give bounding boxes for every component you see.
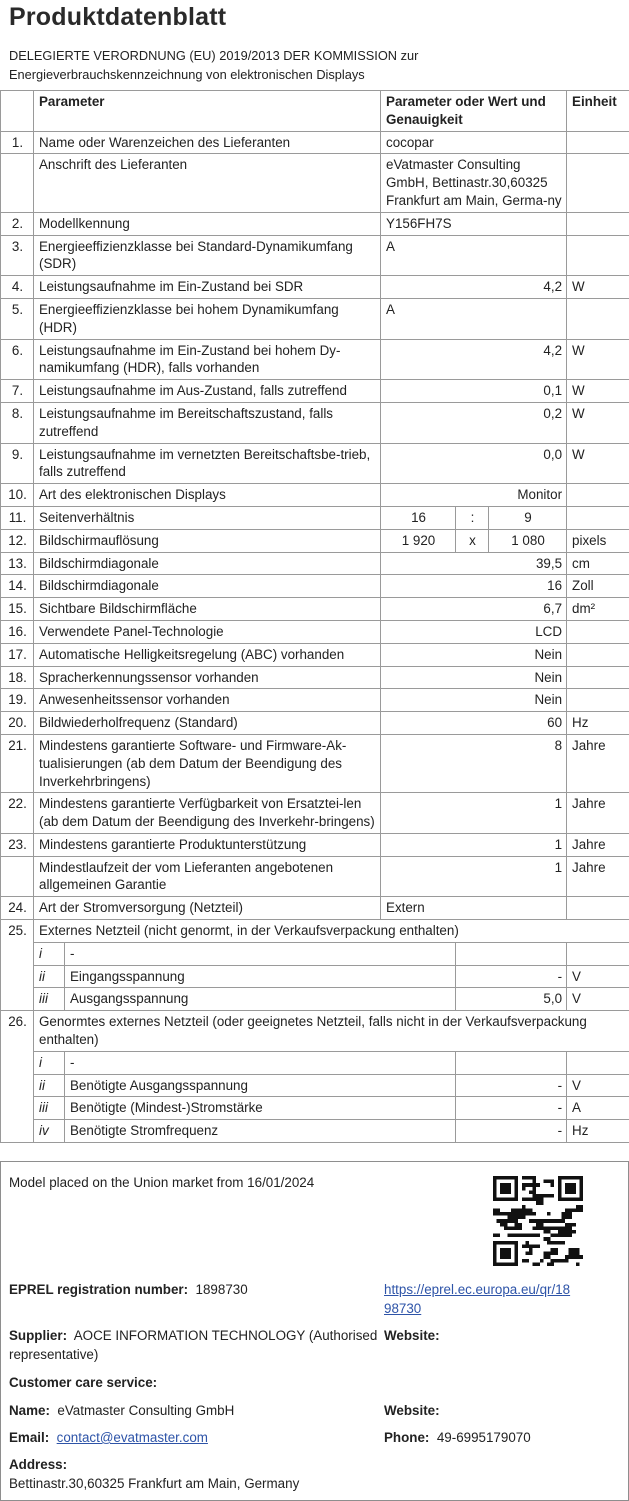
- sub-row-index: iii: [34, 988, 65, 1011]
- row-number: 26.: [1, 1011, 34, 1143]
- table-row: [1, 276, 629, 299]
- header-parameter: Parameter: [34, 91, 381, 132]
- care-phone: Phone: 49-6995179070: [384, 1428, 531, 1447]
- sub-row-value: -: [456, 1097, 567, 1120]
- sub-row-unit: [567, 1051, 629, 1074]
- table-header-row: [1, 91, 629, 132]
- sub-row-unit: [567, 942, 629, 965]
- row-unit: dm²: [567, 598, 629, 621]
- sub-row-value: -: [456, 1074, 567, 1097]
- sub-row-index: i: [34, 942, 65, 965]
- row-number: [1, 856, 34, 897]
- row-value: Nein: [381, 666, 567, 689]
- table-row: [1, 666, 629, 689]
- row-parameter: Leistungsaufnahme im Ein-Zustand bei hohem Dy-namikumfang (HDR), falls vorhanden: [34, 339, 381, 380]
- table-row: [1, 643, 629, 666]
- row-value: 6,7: [381, 598, 567, 621]
- row-number: 6.: [1, 339, 34, 380]
- row-value-a: 16: [381, 506, 456, 529]
- row-parameter: Energieeffizienzklasse bei hohem Dynamikumfang (HDR): [34, 298, 381, 339]
- row-parameter: Anschrift des Lieferanten: [34, 154, 381, 212]
- row-value: 4,2: [381, 276, 567, 299]
- row-number: 12.: [1, 529, 34, 552]
- row-value: 0,1: [381, 380, 567, 403]
- sub-row: [1, 1074, 629, 1097]
- row-number: 16.: [1, 620, 34, 643]
- row-parameter: Genormtes externes Netzteil (oder geeignetes Netzteil, falls nicht in der Verkaufsverpackung enthalten): [34, 1011, 629, 1052]
- row-parameter: Bildschirmauflösung: [34, 529, 381, 552]
- sub-row-index: iii: [34, 1097, 65, 1120]
- sub-row-parameter: Benötigte Stromfrequenz: [65, 1120, 456, 1143]
- row-parameter: Bildwiederholfrequenz (Standard): [34, 712, 381, 735]
- row-parameter: Leistungsaufnahme im Ein-Zustand bei SDR: [34, 276, 381, 299]
- table-row: [1, 920, 629, 943]
- row-value: Monitor: [381, 484, 567, 507]
- table-row: [1, 734, 629, 792]
- supplier: [9, 1326, 379, 1364]
- sub-row: [1, 942, 629, 965]
- row-value: 60: [381, 712, 567, 735]
- row-value: Extern: [381, 897, 567, 920]
- table-row: [1, 154, 629, 212]
- care-website: Website:: [384, 1401, 440, 1420]
- row-separator: :: [456, 506, 489, 529]
- row-unit: W: [567, 402, 629, 443]
- row-value: cocopar: [381, 131, 567, 154]
- sub-row-unit: V: [567, 1074, 629, 1097]
- row-value: eVatmaster Consulting GmbH, Bettinastr.30,60325 Frankfurt am Main, Germa-ny: [381, 154, 567, 212]
- sub-row-unit: V: [567, 988, 629, 1011]
- row-number: [1, 154, 34, 212]
- sub-row-value: -: [456, 965, 567, 988]
- table-row: [1, 529, 629, 552]
- customer-care-heading: Customer care service:: [9, 1373, 157, 1392]
- row-parameter: Mindestens garantierte Verfügbarkeit von Ersatztei-len (ab dem Datum der Beendigung des Inverkehr-bringens): [34, 793, 381, 834]
- sub-row-parameter: Benötigte Ausgangsspannung: [65, 1074, 456, 1097]
- row-parameter: Sichtbare Bildschirmfläche: [34, 598, 381, 621]
- row-unit: [567, 666, 629, 689]
- regulation-subtitle: [9, 46, 418, 84]
- table-row: [1, 380, 629, 403]
- row-unit: Jahre: [567, 856, 629, 897]
- row-value-b: 1 080: [489, 529, 567, 552]
- sub-row-unit: Hz: [567, 1120, 629, 1143]
- row-unit: Hz: [567, 712, 629, 735]
- row-unit: cm: [567, 552, 629, 575]
- care-name: Name: eVatmaster Consulting GmbH: [9, 1401, 234, 1420]
- row-value: 1: [381, 793, 567, 834]
- row-number: 21.: [1, 734, 34, 792]
- eprel-label: EPREL registration number:: [9, 1282, 188, 1297]
- table-row: [1, 598, 629, 621]
- row-parameter: Bildschirmdiagonale: [34, 575, 381, 598]
- row-number: 2.: [1, 212, 34, 235]
- row-unit: W: [567, 276, 629, 299]
- table-row: [1, 212, 629, 235]
- sub-row-parameter: -: [65, 1051, 456, 1074]
- sub-row-unit: A: [567, 1097, 629, 1120]
- header-unit: Einheit: [567, 91, 629, 132]
- row-number: 11.: [1, 506, 34, 529]
- row-parameter: Verwendete Panel-Technologie: [34, 620, 381, 643]
- row-number: 25.: [1, 920, 34, 1011]
- care-email: Email: contact@evatmaster.com: [9, 1428, 208, 1447]
- row-number: 8.: [1, 402, 34, 443]
- row-value: Nein: [381, 689, 567, 712]
- table-row: [1, 712, 629, 735]
- table-row: [1, 443, 629, 484]
- row-unit: [567, 897, 629, 920]
- row-value: 8: [381, 734, 567, 792]
- care-address: Address: Bettinastr.30,60325 Frankfurt am Main, Germany: [9, 1455, 299, 1493]
- table-row: [1, 1011, 629, 1052]
- row-value: 4,2: [381, 339, 567, 380]
- row-parameter: Mindestens garantierte Produktunterstützung: [34, 833, 381, 856]
- sub-row-value: [456, 942, 567, 965]
- sub-row: [1, 1097, 629, 1120]
- email-link[interactable]: contact@evatmaster.com: [57, 1430, 208, 1445]
- sub-row-value: [456, 1051, 567, 1074]
- row-parameter: Spracherkennungssensor vorhanden: [34, 666, 381, 689]
- row-unit: [567, 620, 629, 643]
- sub-row-value: -: [456, 1120, 567, 1143]
- header-value: Parameter oder Wert und Genauigkeit: [381, 91, 567, 132]
- row-unit: W: [567, 443, 629, 484]
- row-value: 1: [381, 856, 567, 897]
- row-number: 7.: [1, 380, 34, 403]
- supplier-website: Website:: [384, 1326, 440, 1345]
- row-value: 0,0: [381, 443, 567, 484]
- row-parameter: Art des elektronischen Displays: [34, 484, 381, 507]
- sub-row: [1, 965, 629, 988]
- row-parameter: Modellkennung: [34, 212, 381, 235]
- row-number: 13.: [1, 552, 34, 575]
- row-value: 0,2: [381, 402, 567, 443]
- row-unit: W: [567, 380, 629, 403]
- row-value: Nein: [381, 643, 567, 666]
- page-title: Produktdatenblatt: [9, 3, 226, 32]
- sub-row-index: ii: [34, 1074, 65, 1097]
- row-parameter: Seitenverhältnis: [34, 506, 381, 529]
- row-value: LCD: [381, 620, 567, 643]
- table-row: [1, 833, 629, 856]
- row-number: 18.: [1, 666, 34, 689]
- table-row: [1, 484, 629, 507]
- row-value: 1: [381, 833, 567, 856]
- row-parameter: Automatische Helligkeitsregelung (ABC) vorhanden: [34, 643, 381, 666]
- row-unit: pixels: [567, 529, 629, 552]
- row-unit: Jahre: [567, 734, 629, 792]
- row-parameter: Mindestens garantierte Software- und Firmware-Ak-tualisierungen (ab dem Datum der Beendigung des Inverkehrbringens): [34, 734, 381, 792]
- table-row: [1, 897, 629, 920]
- row-unit: [567, 154, 629, 212]
- row-number: 9.: [1, 443, 34, 484]
- row-unit: [567, 643, 629, 666]
- table-row: [1, 235, 629, 276]
- table-row: [1, 131, 629, 154]
- table-row: [1, 620, 629, 643]
- row-value-b: 9: [489, 506, 567, 529]
- row-unit: [567, 506, 629, 529]
- subtitle-line-1: DELEGIERTE VERORDNUNG (EU) 2019/2013 DER KOMMISSION zur: [9, 46, 418, 65]
- row-unit: [567, 689, 629, 712]
- row-number: 23.: [1, 833, 34, 856]
- row-unit: [567, 484, 629, 507]
- row-unit: Jahre: [567, 793, 629, 834]
- sub-row-index: ii: [34, 965, 65, 988]
- row-number: 24.: [1, 897, 34, 920]
- eprel-row: [9, 1280, 248, 1299]
- subtitle-line-2: Energieverbrauchskennzeichnung von elektronischen Displays: [9, 65, 418, 84]
- supplier-value-1: AOCE INFORMATION TECHNOLOGY (Authorised: [74, 1328, 378, 1343]
- row-parameter: Leistungsaufnahme im Aus-Zustand, falls zutreffend: [34, 380, 381, 403]
- row-separator: x: [456, 529, 489, 552]
- row-parameter: Leistungsaufnahme im vernetzten Bereitschaftsbe-trieb, falls zutreffend: [34, 443, 381, 484]
- row-unit: W: [567, 339, 629, 380]
- table-row: [1, 298, 629, 339]
- table-row: [1, 506, 629, 529]
- row-unit: Jahre: [567, 833, 629, 856]
- sub-row-index: i: [34, 1051, 65, 1074]
- row-parameter: Name oder Warenzeichen des Lieferanten: [34, 131, 381, 154]
- sub-row: [1, 988, 629, 1011]
- row-parameter: Leistungsaufnahme im Bereitschaftszustand, falls zutreffend: [34, 402, 381, 443]
- row-number: 22.: [1, 793, 34, 834]
- market-date: Model placed on the Union market from 16/01/2024: [9, 1173, 314, 1192]
- row-unit: [567, 298, 629, 339]
- sub-row-value: 5,0: [456, 988, 567, 1011]
- row-value: 16: [381, 575, 567, 598]
- table-row: [1, 856, 629, 897]
- product-data-table: [0, 90, 629, 1143]
- row-value: Y156FH7S: [381, 212, 567, 235]
- table-row: [1, 575, 629, 598]
- sub-row-parameter: Eingangsspannung: [65, 965, 456, 988]
- row-parameter: Anwesenheitssensor vorhanden: [34, 689, 381, 712]
- table-row: [1, 552, 629, 575]
- qr-code[interactable]: [493, 1176, 583, 1266]
- row-parameter: Energieeffizienzklasse bei Standard-Dynamikumfang (SDR): [34, 235, 381, 276]
- eprel-link[interactable]: https://eprel.ec.europa.eu/qr/18 98730: [384, 1280, 570, 1318]
- row-value-a: 1 920: [381, 529, 456, 552]
- row-number: 20.: [1, 712, 34, 735]
- supplier-label: Supplier:: [9, 1328, 67, 1343]
- row-parameter: Bildschirmdiagonale: [34, 552, 381, 575]
- sub-row: [1, 1120, 629, 1143]
- row-value: 39,5: [381, 552, 567, 575]
- row-number: 10.: [1, 484, 34, 507]
- row-number: 15.: [1, 598, 34, 621]
- sub-row-parameter: Ausgangsspannung: [65, 988, 456, 1011]
- eprel-number: 1898730: [196, 1282, 248, 1297]
- row-value: A: [381, 235, 567, 276]
- table-row: [1, 689, 629, 712]
- row-value: A: [381, 298, 567, 339]
- row-parameter: Externes Netzteil (nicht genormt, in der Verkaufsverpackung enthalten): [34, 920, 629, 943]
- row-number: 3.: [1, 235, 34, 276]
- row-number: 19.: [1, 689, 34, 712]
- row-number: 17.: [1, 643, 34, 666]
- table-row: [1, 793, 629, 834]
- supplier-value-2: representative): [9, 1347, 98, 1362]
- row-unit: [567, 235, 629, 276]
- row-unit: [567, 212, 629, 235]
- row-parameter: Art der Stromversorgung (Netzteil): [34, 897, 381, 920]
- row-number: 14.: [1, 575, 34, 598]
- sub-row-unit: V: [567, 965, 629, 988]
- row-unit: Zoll: [567, 575, 629, 598]
- sub-row-parameter: -: [65, 942, 456, 965]
- table-row: [1, 402, 629, 443]
- row-number: 1.: [1, 131, 34, 154]
- row-number: 5.: [1, 298, 34, 339]
- sub-row-parameter: Benötigte (Mindest-)Stromstärke: [65, 1097, 456, 1120]
- row-number: 4.: [1, 276, 34, 299]
- sub-row: [1, 1051, 629, 1074]
- sub-row-index: iv: [34, 1120, 65, 1143]
- row-unit: [567, 131, 629, 154]
- row-parameter: Mindestlaufzeit der vom Lieferanten angebotenen allgemeinen Garantie: [34, 856, 381, 897]
- table-row: [1, 339, 629, 380]
